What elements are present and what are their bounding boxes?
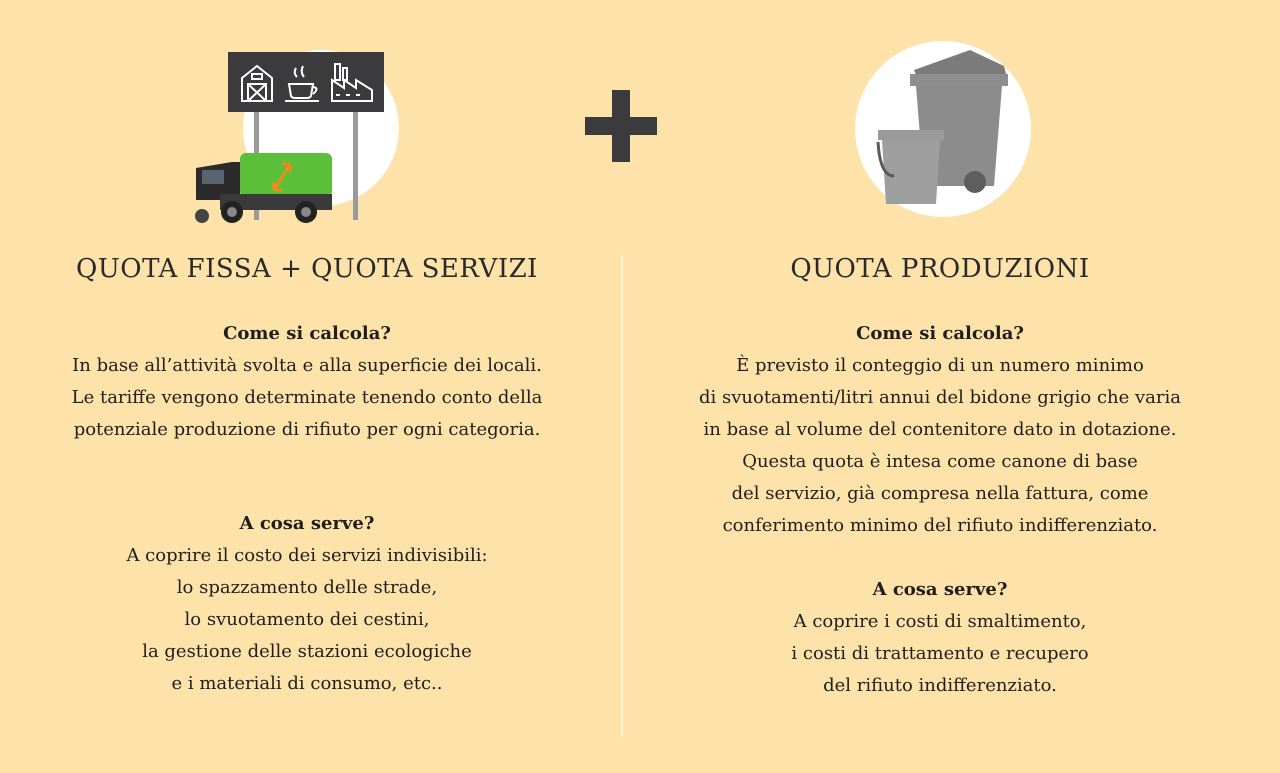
left-calc-line: Le tariffe vengono determinate tenendo conto della (71, 387, 543, 408)
left-purpose-line: lo spazzamento delle strade, (176, 577, 438, 598)
left-purpose-line: la gestione delle stazioni ecologiche (142, 641, 472, 662)
left-purpose-line: e i materiali di consumo, etc.. (171, 673, 443, 694)
right-calc-line: È previsto il conteggio di un numero minimo (736, 355, 1144, 376)
right-calc-line: Questa quota è intesa come canone di base (742, 451, 1138, 472)
right-purpose-line: i costi di trattamento e recupero (791, 643, 1089, 664)
left-calc-heading: Come si calcola? (223, 323, 391, 344)
plus-icon (585, 90, 657, 162)
left-calc-line: In base all’attività svolta e alla superficie dei locali. (72, 355, 542, 376)
right-column (660, 248, 1220, 702)
right-calc-line: di svuotamenti/litri annui del bidone grigio che varia (698, 387, 1181, 408)
left-purpose-section (27, 508, 587, 700)
left-purpose-line: A coprire il costo dei servizi indivisibili: (126, 545, 488, 566)
left-purpose-line: lo svuotamento dei cestini, (184, 609, 430, 630)
right-calc-line: conferimento minimo del rifiuto indifferenziato. (722, 515, 1158, 536)
right-title: QUOTA PRODUZIONI (790, 254, 1090, 284)
right-purpose-section (660, 574, 1220, 702)
left-purpose-heading: A cosa serve? (239, 513, 375, 534)
waste-bins-icon (852, 40, 1034, 222)
right-purpose-line: A coprire i costi di smaltimento, (793, 611, 1087, 632)
right-calc-line: del servizio, già compresa nella fattura, come (731, 483, 1149, 504)
right-purpose-heading: A cosa serve? (872, 579, 1008, 600)
right-purpose-line: del rifiuto indifferenziato. (823, 675, 1057, 696)
right-calc-heading: Come si calcola? (856, 323, 1024, 344)
left-column (27, 248, 587, 700)
column-divider (621, 255, 623, 737)
right-calc-line: in base al volume del contenitore dato in dotazione. (703, 419, 1177, 440)
right-calc-section (660, 318, 1220, 542)
left-calc-line: potenziale produzione di rifiuto per ogni categoria. (73, 419, 541, 440)
left-title: QUOTA FISSA + QUOTA SERVIZI (76, 254, 538, 284)
street-sweeper-icon (190, 40, 405, 230)
left-calc-section (27, 318, 587, 446)
